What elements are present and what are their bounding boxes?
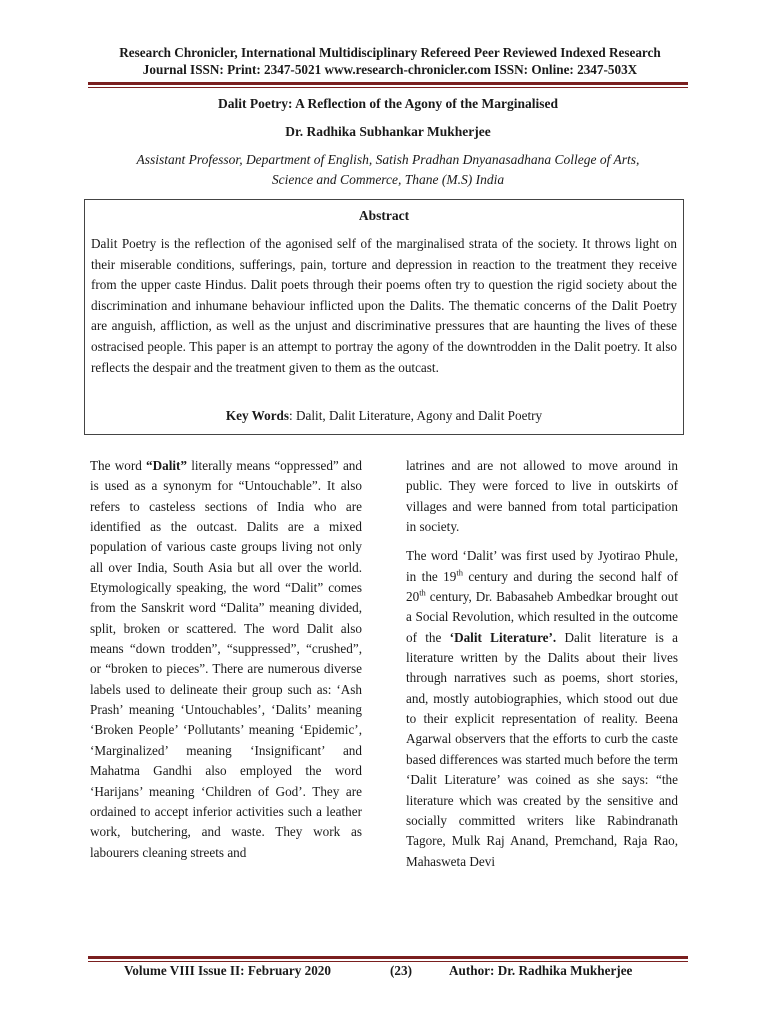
affiliation-line-2: Science and Commerce, Thane (M.S) India (271, 172, 505, 187)
journal-header-line-2: Journal ISSN: Print: 2347-5021 www.research-chronicler.com ISSN: Online: 2347-503X (142, 62, 638, 77)
journal-header (90, 44, 690, 78)
body-text: century and during the second half of 20 (406, 568, 679, 605)
keywords-label: Key Words (225, 408, 290, 423)
body-column-left (90, 456, 362, 863)
body-text: Dalit literature is a literature written by the Dalits about their lives through narratives such as poems, short stories, and, mostly autobiographies, which stood out due to their explicit representation of reality. Beena Agarwal observers that the efforts to curb the caste based differences was started much before the term ‘Dalit Literature’ was coined as she says: “the literature which was created by the sensitive and socially committed writers like Rabindranath Tagore, Mulk Raj Anand, Premchand, Raja Rao, Mahasweta Devi (406, 629, 678, 869)
body-bold-text: ‘Dalit Literature’. (449, 629, 557, 645)
journal-header-line-1: Research Chronicler, International Multidisciplinary Refereed Peer Reviewed Indexed Research (119, 45, 661, 60)
keywords-list: : Dalit, Dalit Literature, Agony and Dalit Poetry (289, 408, 543, 423)
footer-volume: Volume VIII Issue II: February 2020 (124, 963, 331, 978)
keywords-line (85, 408, 683, 424)
body-text: The word (90, 458, 146, 473)
body-text: The word ‘Dalit’ was first used by Jyotirao Phule, in the 19 (406, 548, 678, 584)
paper-title: Dalit Poetry: A Reflection of the Agony of the Marginalised (217, 96, 559, 111)
body-paragraph (406, 546, 678, 872)
body-bold-text: “Dalit” (146, 458, 188, 473)
body-text: century, Dr. Babasaheb Ambedkar brought out a Social Revolution, which resulted in the outcome of the (406, 589, 678, 645)
author-name: Dr. Radhika Subhankar Mukherjee (285, 124, 491, 139)
abstract-heading: Abstract (358, 208, 410, 223)
body-paragraph (90, 456, 362, 863)
header-divider-thin (88, 87, 688, 88)
abstract-text: Dalit Poetry is the reflection of the agonised self of the marginalised strata of the society. It throws light on their miserable conditions, sufferings, pain, torture and depression in reaction to the treatment they receive from the upper caste Hindus. Dalit poets through their poems often try to question the rigid society about the discrimination and inhumane behaviour inflicted upon the Dalits. The thematic concerns of the Dalit Poetry are anguish, affliction, as well as the unjust and discriminative pressures that are haunting the lives of these ostracised people. This paper is an attempt to portray the agony of the downtrodden in the Dalit poetry. It also reflects the despair and the treatment given to them as the outcast. (91, 236, 677, 375)
abstract-box (84, 199, 684, 435)
body-text: literally means “oppressed” and is used as a synonym for “Untouchable”. It also refers to casteless sections of India who are identified as the outcast. Dalits are a mixed population of various caste groups living not only all over India, South Asia but all over the world. Etymologically speaking, the word “Dalit” comes from the Sanskrit word “Dalita” meaning divided, split, broken or scattered. The word Dalit also means “down trodden”, “suppressed”, “crushed”, or “broken to pieces”. There are numerous diverse labels used to delineate their group such as: ‘Ash Prash’ meaning ‘Untouchables’, ‘Dalits’ meaning ‘Broken People’ ‘Pollutants’ meaning ‘Epidemic’, ‘Marginalized’ meaning ‘Insignificant’ and Mahatma Gandhi also employed the word ‘Harijans’ meaning ‘Children of God’. They are ordained to accept inferior activities such a leather work, butchering, and waste. They work as labourers cleaning streets and (90, 458, 362, 860)
affiliation-line-1: Assistant Professor, Department of English, Satish Pradhan Dnyanasadhana College of Arts, (136, 152, 640, 167)
footer-author: Author: Dr. Radhika Mukherjee (449, 963, 633, 978)
page-footer (88, 962, 688, 980)
header-divider-thick (88, 82, 688, 85)
superscript: th (419, 587, 426, 598)
footer-divider-thick (88, 956, 688, 959)
body-column-right (406, 456, 678, 872)
author-affiliation (88, 150, 688, 190)
footer-page-number: (23) (390, 963, 412, 978)
body-paragraph: latrines and are not allowed to move around in public. They were forced to live in outskirts of villages and were banned from total participation in society. (406, 458, 678, 535)
superscript: th (456, 567, 463, 578)
